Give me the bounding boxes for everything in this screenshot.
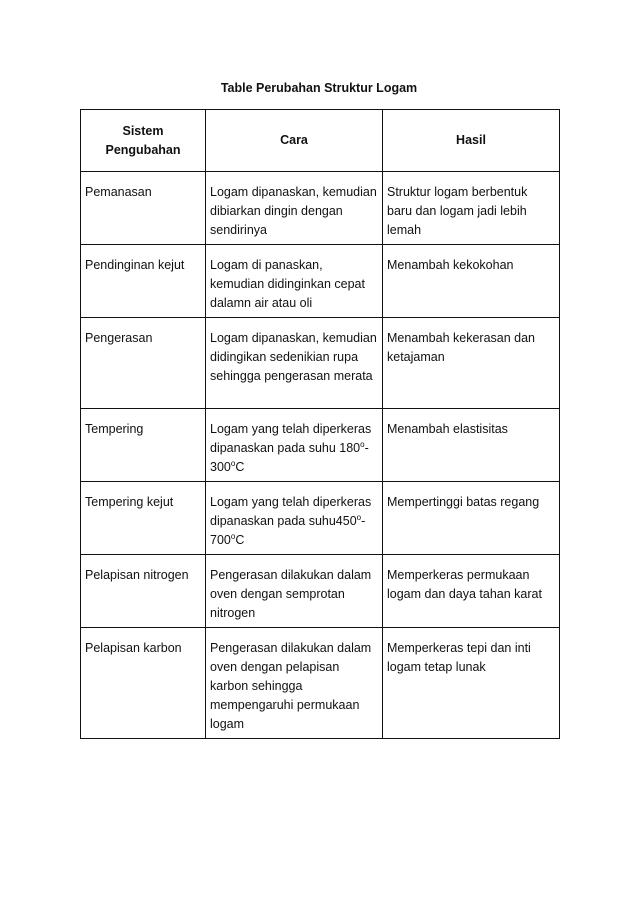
- cara-text: Logam yang telah diperkeras dipanaskan pada suhu450: [210, 495, 372, 528]
- cell-cara: [206, 482, 383, 555]
- table-row: [81, 245, 560, 318]
- cell-hasil: Struktur logam berbentuk baru dan logam jadi lebih lemah: [383, 172, 560, 245]
- cell-sistem: Pemanasan: [81, 172, 206, 245]
- cell-sistem: Pelapisan nitrogen: [81, 555, 206, 628]
- degree-mark: o: [230, 531, 236, 541]
- cell-cara: [206, 409, 383, 482]
- table-row: [81, 172, 560, 245]
- cara-text: C: [235, 533, 245, 547]
- table-row: [81, 318, 560, 409]
- table-row: [81, 555, 560, 628]
- table-row: [81, 628, 560, 739]
- cell-hasil: Menambah kekokohan: [383, 245, 560, 318]
- table-row: [81, 482, 560, 555]
- header-sistem-pengubahan: [81, 110, 206, 172]
- cara-text: -300: [210, 441, 369, 474]
- cell-sistem: Tempering kejut: [81, 482, 206, 555]
- cara-text: -700: [210, 514, 366, 547]
- cara-text: C: [235, 460, 245, 474]
- cell-cara: Pengerasan dilakukan dalam oven dengan semprotan nitrogen: [206, 555, 383, 628]
- cell-sistem: Pelapisan karbon: [81, 628, 206, 739]
- cell-sistem: Pendinginan kejut: [81, 245, 206, 318]
- cell-sistem: Pengerasan: [81, 318, 206, 409]
- cell-cara: Pengerasan dilakukan dalam oven dengan pelapisan karbon sehingga mempengaruhi permukaan logam: [206, 628, 383, 739]
- cell-sistem: Tempering: [81, 409, 206, 482]
- degree-mark: o: [360, 439, 365, 449]
- cell-hasil: Menambah kekerasan dan ketajaman: [383, 318, 560, 409]
- structure-change-table: [80, 109, 560, 739]
- cell-hasil: Memperkeras tepi dan inti logam tetap lunak: [383, 628, 560, 739]
- cell-cara: Logam dipanaskan, kemudian dibiarkan dingin dengan sendirinya: [206, 172, 383, 245]
- cara-text: Logam yang telah diperkeras dipanaskan pada suhu 180: [210, 422, 372, 455]
- cell-hasil: Mempertinggi batas regang: [383, 482, 560, 555]
- document-title: Table Perubahan Struktur Logam: [220, 81, 418, 95]
- table-header-row: [81, 110, 560, 172]
- cell-cara: Logam di panaskan, kemudian didinginkan cepat dalamn air atau oli: [206, 245, 383, 318]
- cell-cara: Logam dipanaskan, kemudian didingikan sedenikian rupa sehingga pengerasan merata: [206, 318, 383, 409]
- header-cara: Cara: [206, 110, 383, 172]
- cell-hasil: Menambah elastisitas: [383, 409, 560, 482]
- table-row: [81, 409, 560, 482]
- header-sistem-line1: Sistem: [122, 123, 164, 138]
- cell-hasil: Memperkeras permukaan logam dan daya tahan karat: [383, 555, 560, 628]
- header-sistem-line2: Pengubahan: [105, 142, 181, 157]
- header-hasil: Hasil: [383, 110, 560, 172]
- degree-mark: o: [356, 512, 362, 522]
- degree-mark: o: [230, 458, 236, 468]
